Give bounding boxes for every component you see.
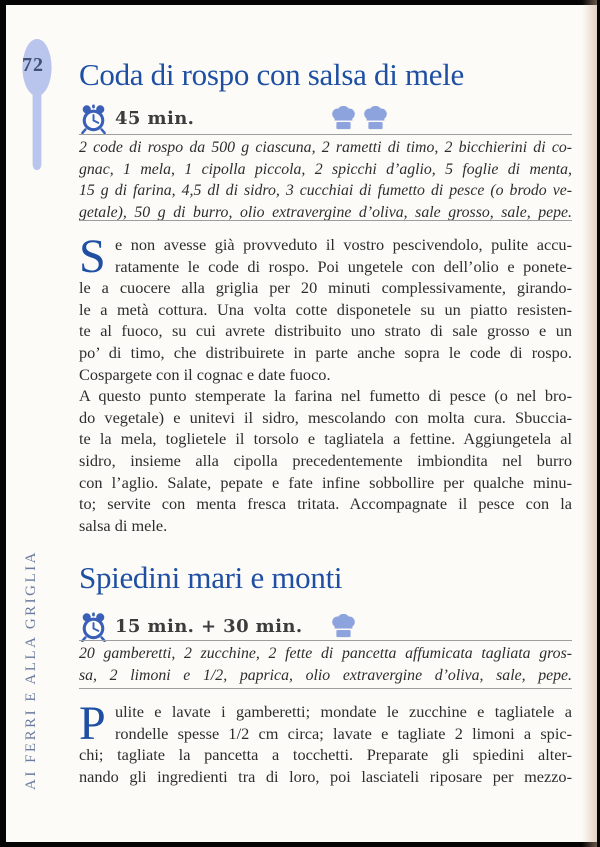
prep-time-label: 15 min. + 30 min. — [115, 616, 303, 637]
paragraph-lines: ulite e lavate i gamberetti; mondate le zucchine e tagliatele a rondelle spesse 1/2 cm circa; lavate e tagliate 2 limoni a spic- chi; tagliate la pancetta a tocchetti. Preparate gli spiedini alter- nando gli ingredienti tra di loro, poi lasciateli riposare per mezzo- — [79, 702, 572, 786]
paragraph — [79, 230, 572, 385]
divider-rule — [79, 220, 572, 221]
drop-cap: P — [79, 697, 106, 750]
divider-rule — [79, 134, 572, 135]
ingredients-list: 2 code di rospo da 500 g ciascuna, 2 rametti di timo, 2 bicchierini di co- gnac, 1 mela, 1 cipolla piccola, 2 spicchi d’aglio, 5 foglie di menta, 15 g di farina, 4,5 dl di sidro, 3 cucchiai di fumetto di pesce (o brodo ve- getale), 50 g di burro, olio extravergine d’oliva, sale grosso, sale, pepe. — [79, 139, 572, 221]
page-number: 72 — [22, 54, 44, 76]
content-column — [79, 0, 572, 847]
chef-hat-icon — [362, 106, 389, 130]
chef-hat-icon — [330, 106, 357, 130]
scan-edge-left — [0, 0, 6, 847]
alarm-clock-icon — [80, 104, 107, 134]
chef-hat-icon — [330, 614, 357, 638]
paragraph — [79, 697, 572, 787]
recipe-meta — [79, 611, 572, 643]
paragraph-lines: A questo punto stemperate la farina nel fumetto di pesce (o nel bro- do vegetale) e unitevi il sidro, mescolando con molta cura. Sbuccia- te la mela, toglietele il torsolo e tagliatela a fettine. Aggiungetela al sidro, insieme alla cipolla precedentemente imbiondita nel burro con l’aglio. Salate, pepate e fate infine sobbollire per qualche minu- to; servite con menta fresca tritata. Accompagnate il pesce con la salsa di mele. — [79, 386, 572, 535]
recipe-title: Coda di rospo con salsa di mele — [79, 57, 465, 92]
difficulty-hats — [330, 614, 357, 638]
drop-cap: S — [79, 230, 106, 283]
alarm-clock-icon — [80, 612, 107, 642]
recipe-instructions — [79, 697, 572, 787]
divider-rule — [79, 640, 572, 641]
recipe-title: Spiedini mari e monti — [79, 560, 343, 595]
paragraph — [79, 385, 572, 536]
prep-time-label: 45 min. — [115, 108, 195, 129]
recipe-instructions — [79, 230, 572, 536]
recipe-meta — [79, 103, 572, 135]
chapter-vertical-label: AI FERRI E ALLA GRIGLIA — [23, 550, 39, 790]
ingredients-list: 20 gamberetti, 2 zucchine, 2 fette di pancetta affumicata tagliata gros- sa, 2 limoni e 1/2, paprica, olio extravergine d’oliva, sale, pepe. — [79, 645, 572, 684]
divider-rule — [79, 688, 572, 689]
scan-shadow-right — [582, 0, 597, 847]
paragraph-lines: e non avesse già provveduto il vostro pescivendolo, pulite accu- ratamente le code di rospo. Poi ungetele con dell’olio e ponete- le a cuocere alla griglia per 20 minuti complessivamente, girando- le a metà cottura. Una volta cotte disponetele su un piatto resisten- te al fuoco, su cui avrete distribuito uno strato di sale grosso e un po’ di timo, che distribuirete in parte anche sopra le code di rospo. Cospargete con il cognac e date fuoco. — [79, 235, 572, 384]
difficulty-hats — [330, 106, 389, 130]
